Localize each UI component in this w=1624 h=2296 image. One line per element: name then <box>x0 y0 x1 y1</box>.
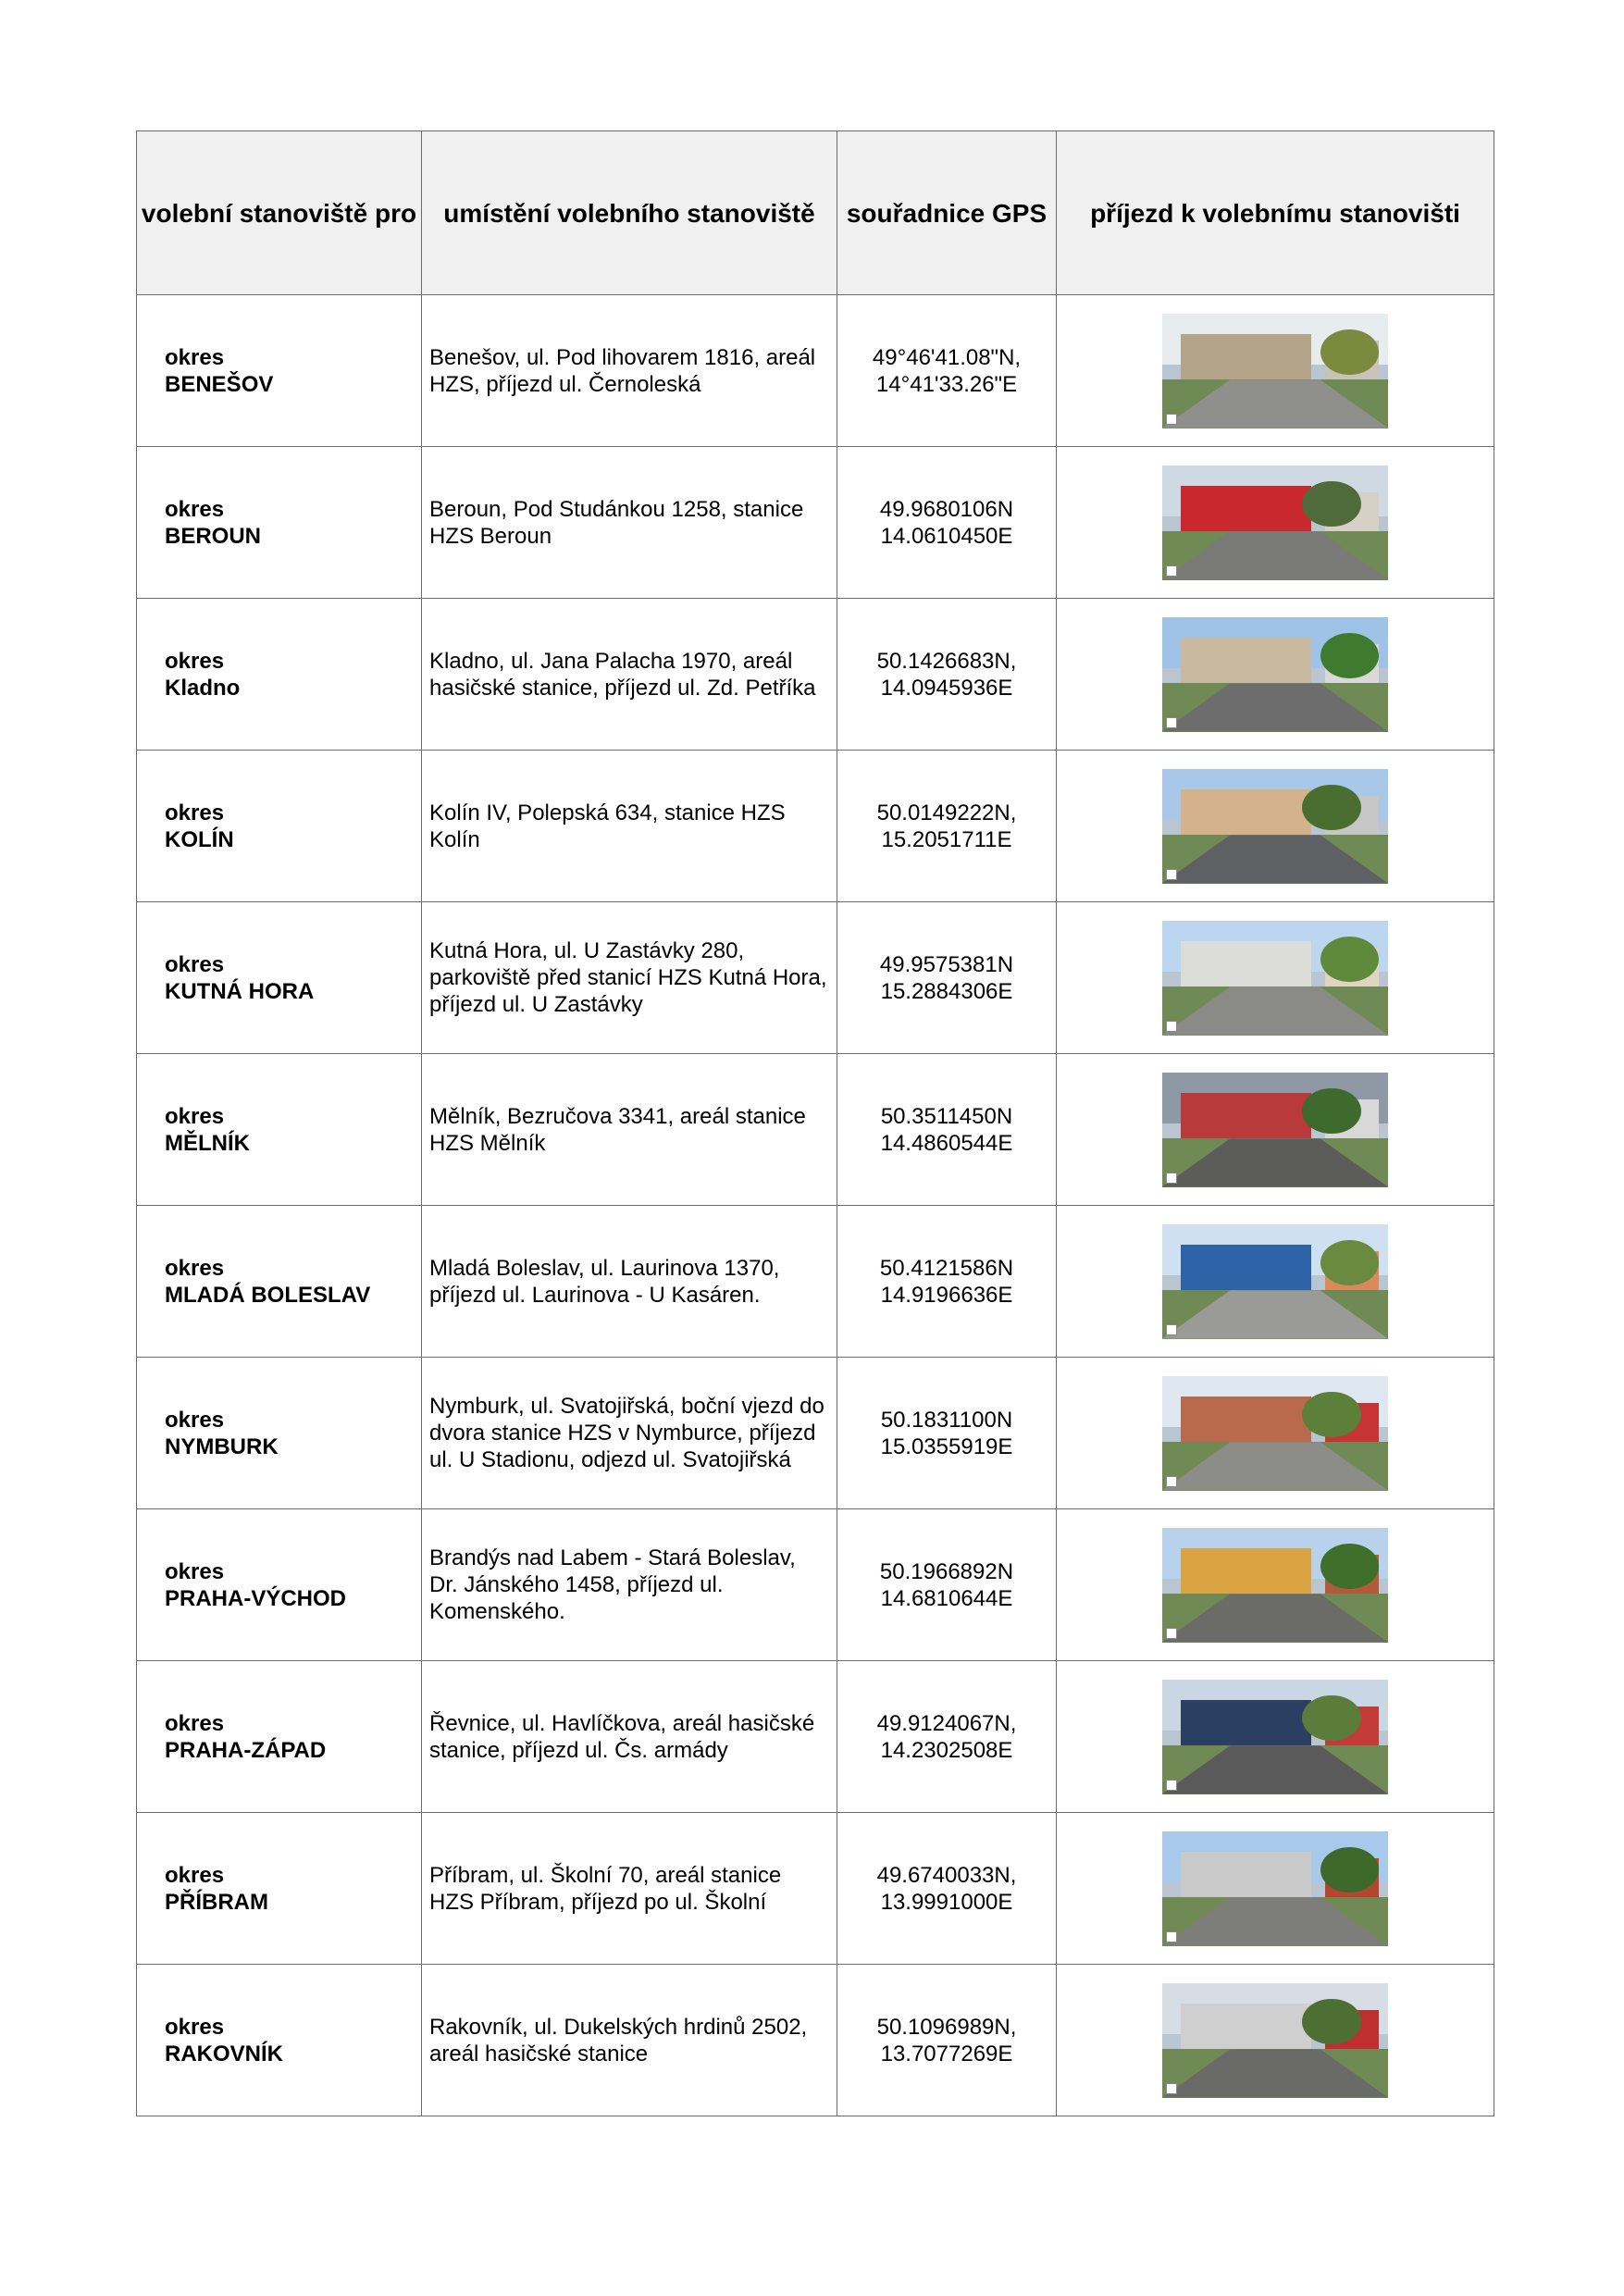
table-row <box>137 1054 1494 1206</box>
gps-longitude: 14.6810644E <box>880 1585 1013 1611</box>
district-name: PRAHA-VÝCHOD <box>165 1585 347 1611</box>
gps-cell <box>837 295 1057 447</box>
district-cell <box>137 1661 422 1813</box>
location-cell: Beroun, Pod Studánkou 1258, stanice HZS Beroun <box>422 447 837 599</box>
district-name: PŘÍBRAM <box>165 1889 268 1915</box>
street-view-marker-icon <box>1166 1780 1177 1791</box>
gps-cell <box>837 1965 1057 2116</box>
photo-building <box>1181 1548 1312 1596</box>
gps-longitude: 15.0355919E <box>880 1433 1013 1459</box>
street-view-photo <box>1162 314 1388 428</box>
table-row <box>137 1965 1494 2116</box>
gps-latitude: 50.1831100N <box>880 1407 1013 1433</box>
district-name: RAKOVNÍK <box>165 2041 284 2066</box>
header-polling-station-for: volební stanoviště pro <box>137 131 422 295</box>
location-cell: Nymburk, ul. Svatojiřská, boční vjezd do dvora stanice HZS v Nymburce, příjezd ul. U Stadionu, odjezd ul. Svatojiřská <box>422 1358 837 1509</box>
table-row <box>137 447 1494 599</box>
district-prefix: okres <box>165 1255 225 1281</box>
location-cell: Kladno, ul. Jana Palacha 1970, areál hasičské stanice, příjezd ul. Zd. Petříka <box>422 599 837 751</box>
district-cell <box>137 295 422 447</box>
district-prefix: okres <box>165 800 225 825</box>
gps-latitude: 49.9680106N <box>879 496 1014 522</box>
district-cell <box>137 751 422 902</box>
street-view-marker-icon <box>1166 1173 1177 1184</box>
street-view-marker-icon <box>1166 1931 1177 1942</box>
gps-longitude: 13.7077269E <box>880 2041 1013 2066</box>
gps-cell <box>837 1358 1057 1509</box>
polling-stations-table <box>136 130 1494 2116</box>
gps-longitude: 14.9196636E <box>880 1282 1013 1308</box>
table-row <box>137 1358 1494 1509</box>
gps-cell <box>837 1206 1057 1358</box>
street-view-photo <box>1162 921 1388 1036</box>
gps-cell <box>837 447 1057 599</box>
photo-building <box>1181 486 1312 534</box>
photo-tree <box>1302 1999 1360 2045</box>
gps-longitude: 15.2884306E <box>880 978 1013 1004</box>
location-cell: Brandýs nad Labem - Stará Boleslav, Dr. Jánského 1458, příjezd ul. Komenského. <box>422 1509 837 1661</box>
location-cell: Řevnice, ul. Havlíčkova, areál hasičské stanice, příjezd ul. Čs. armády <box>422 1661 837 1813</box>
access-photo-cell <box>1057 1206 1494 1358</box>
photo-building <box>1181 1700 1312 1748</box>
street-view-photo <box>1162 1831 1388 1946</box>
street-view-marker-icon <box>1166 565 1177 577</box>
gps-longitude: 15.2051711E <box>881 826 1012 852</box>
header-gps: souřadnice GPS <box>837 131 1057 295</box>
gps-latitude: 49.6740033N, <box>876 1862 1017 1888</box>
access-photo-cell <box>1057 1509 1494 1661</box>
gps-latitude: 49.9575381N <box>879 951 1014 977</box>
street-view-photo <box>1162 465 1388 580</box>
district-name: MĚLNÍK <box>165 1130 250 1156</box>
district-name: BENEŠOV <box>165 371 274 397</box>
table-row <box>137 1206 1494 1358</box>
gps-latitude: 50.1426683N, <box>876 648 1017 674</box>
photo-tree <box>1302 1695 1360 1742</box>
street-view-marker-icon <box>1166 869 1177 880</box>
district-prefix: okres <box>165 1558 225 1584</box>
street-view-photo <box>1162 1983 1388 2098</box>
photo-tree <box>1302 481 1360 527</box>
district-prefix: okres <box>165 1407 225 1433</box>
gps-longitude: 14.0610450E <box>880 523 1013 549</box>
location-cell: Benešov, ul. Pod lihovarem 1816, areál HZS, příjezd ul. Černoleská <box>422 295 837 447</box>
street-view-marker-icon <box>1166 1628 1177 1639</box>
location-cell: Mělník, Bezručova 3341, areál stanice HZS Mělník <box>422 1054 837 1206</box>
gps-cell <box>837 751 1057 902</box>
table-row <box>137 599 1494 751</box>
district-cell <box>137 1813 422 1965</box>
district-prefix: okres <box>165 1862 225 1888</box>
district-prefix: okres <box>165 2014 225 2040</box>
location-cell: Mladá Boleslav, ul. Laurinova 1370, příjezd ul. Laurinova - U Kasáren. <box>422 1206 837 1358</box>
table-row <box>137 902 1494 1054</box>
access-photo-cell <box>1057 1661 1494 1813</box>
street-view-photo <box>1162 617 1388 732</box>
gps-latitude: 50.3511450N <box>880 1103 1013 1129</box>
district-prefix: okres <box>165 344 225 370</box>
gps-longitude: 14.4860544E <box>880 1130 1013 1156</box>
gps-longitude: 14.2302508E <box>880 1737 1013 1763</box>
gps-latitude: 50.0149222N, <box>876 800 1017 825</box>
photo-building <box>1181 1245 1312 1293</box>
photo-tree <box>1302 1392 1360 1438</box>
header-access: příjezd k volebnímu stanovišti <box>1057 131 1494 295</box>
street-view-photo <box>1162 1528 1388 1643</box>
district-cell <box>137 1206 422 1358</box>
street-view-photo <box>1162 1224 1388 1339</box>
gps-latitude: 50.1096989N, <box>876 2014 1017 2040</box>
photo-building <box>1181 334 1312 382</box>
access-photo-cell <box>1057 599 1494 751</box>
gps-cell <box>837 1509 1057 1661</box>
photo-building <box>1181 789 1312 838</box>
access-photo-cell <box>1057 751 1494 902</box>
district-name: PRAHA-ZÁPAD <box>165 1737 327 1763</box>
street-view-marker-icon <box>1166 414 1177 425</box>
district-cell <box>137 1054 422 1206</box>
street-view-marker-icon <box>1166 1021 1177 1032</box>
street-view-photo <box>1162 1376 1388 1491</box>
location-cell: Rakovník, ul. Dukelských hrdinů 2502, areál hasičské stanice <box>422 1965 837 2116</box>
street-view-photo <box>1162 1073 1388 1187</box>
photo-tree <box>1302 1088 1360 1135</box>
gps-cell <box>837 599 1057 751</box>
district-cell <box>137 1965 422 2116</box>
gps-cell <box>837 1054 1057 1206</box>
district-cell <box>137 599 422 751</box>
gps-longitude: 14°41'33.26"E <box>875 371 1018 397</box>
street-view-photo <box>1162 769 1388 884</box>
location-cell: Příbram, ul. Školní 70, areál stanice HZS Příbram, příjezd po ul. Školní <box>422 1813 837 1965</box>
header-row <box>137 131 1494 295</box>
header-location: umístění volebního stanoviště <box>422 131 837 295</box>
table-row <box>137 1509 1494 1661</box>
access-photo-cell <box>1057 447 1494 599</box>
access-photo-cell <box>1057 1813 1494 1965</box>
gps-latitude: 50.4121586N <box>879 1255 1014 1281</box>
location-cell: Kolín IV, Polepská 634, stanice HZS Kolín <box>422 751 837 902</box>
district-name: NYMBURK <box>165 1433 279 1459</box>
district-name: KUTNÁ HORA <box>165 978 315 1004</box>
access-photo-cell <box>1057 902 1494 1054</box>
access-photo-cell <box>1057 1358 1494 1509</box>
street-view-marker-icon <box>1166 2083 1177 2094</box>
gps-longitude: 14.0945936E <box>880 675 1013 701</box>
table-row <box>137 751 1494 902</box>
district-name: BEROUN <box>165 523 262 549</box>
gps-latitude: 49.9124067N, <box>876 1710 1017 1736</box>
access-photo-cell <box>1057 1965 1494 2116</box>
district-cell <box>137 1509 422 1661</box>
table-row <box>137 295 1494 447</box>
gps-cell <box>837 1813 1057 1965</box>
district-name: Kladno <box>165 675 241 701</box>
district-prefix: okres <box>165 951 225 977</box>
access-photo-cell <box>1057 295 1494 447</box>
gps-latitude: 50.1966892N <box>879 1558 1014 1584</box>
photo-building <box>1181 941 1312 989</box>
photo-building <box>1181 638 1312 686</box>
district-cell <box>137 902 422 1054</box>
district-prefix: okres <box>165 496 225 522</box>
photo-building <box>1181 1093 1312 1141</box>
table-row <box>137 1813 1494 1965</box>
district-cell <box>137 447 422 599</box>
photo-building <box>1181 2004 1312 2052</box>
gps-longitude: 13.9991000E <box>880 1889 1013 1915</box>
table-row <box>137 1661 1494 1813</box>
district-prefix: okres <box>165 1710 225 1736</box>
district-name: KOLÍN <box>165 826 234 852</box>
street-view-photo <box>1162 1680 1388 1794</box>
district-prefix: okres <box>165 1103 225 1129</box>
access-photo-cell <box>1057 1054 1494 1206</box>
photo-tree <box>1302 785 1360 831</box>
street-view-marker-icon <box>1166 717 1177 728</box>
photo-building <box>1181 1852 1312 1900</box>
street-view-marker-icon <box>1166 1476 1177 1487</box>
gps-cell <box>837 902 1057 1054</box>
photo-building <box>1181 1396 1312 1445</box>
district-cell <box>137 1358 422 1509</box>
street-view-marker-icon <box>1166 1324 1177 1335</box>
gps-cell <box>837 1661 1057 1813</box>
gps-latitude: 49°46'41.08"N, <box>872 344 1022 370</box>
district-prefix: okres <box>165 648 225 674</box>
district-name: MLADÁ BOLESLAV <box>165 1282 371 1308</box>
location-cell: Kutná Hora, ul. U Zastávky 280, parkoviště před stanicí HZS Kutná Hora, příjezd ul. U Zastávky <box>422 902 837 1054</box>
